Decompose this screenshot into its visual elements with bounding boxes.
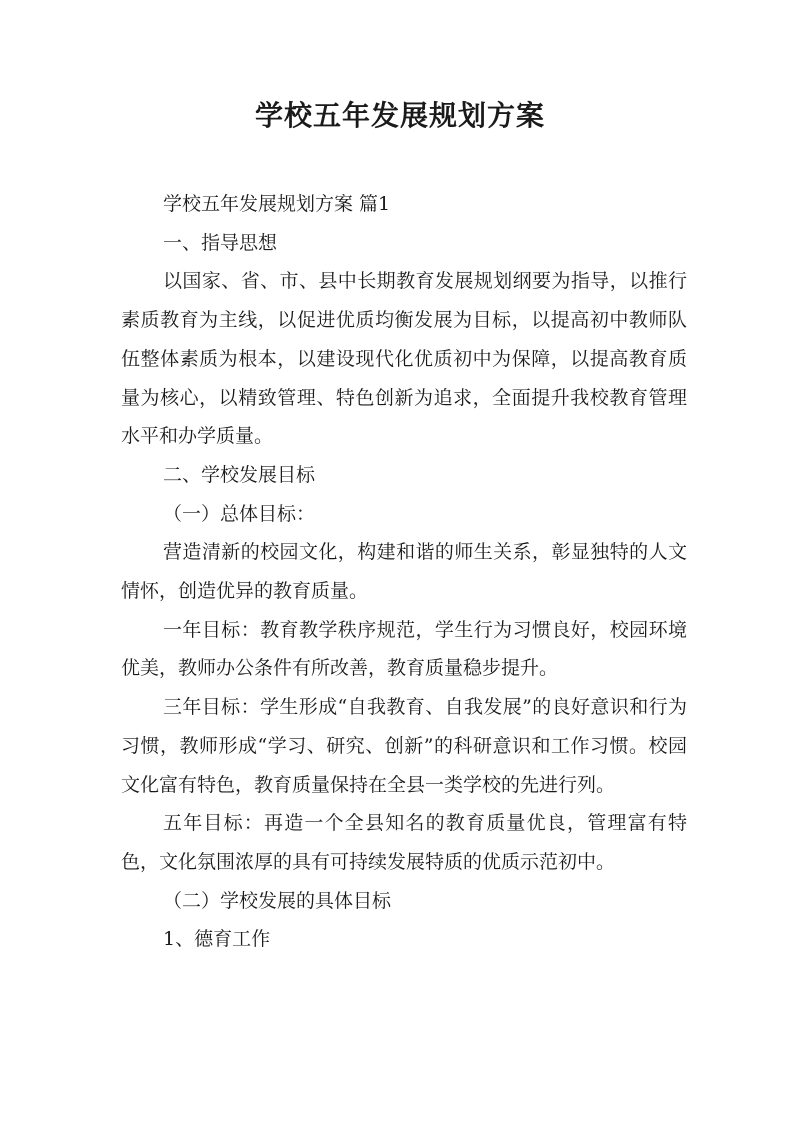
- paragraph: 五年目标：再造一个全县知名的教育质量优良，管理富有特色，文化氛围浓厚的具有可持续发展特质的优质示范初中。: [121, 812, 687, 873]
- section-heading: 学校五年发展规划方案 篇1: [163, 193, 391, 215]
- paragraph: 以国家、省、市、县中长期教育发展规划纲要为指导，以推行素质教育为主线，以促进优质均衡发展为目标，以提高初中教师队伍整体素质为根本，以建设现代化优质初中为保障，以提高教育质量为核心，以精致管理、特色创新为追求，全面提升我校教育管理水平和办学质量。: [121, 270, 687, 448]
- document-body: [121, 185, 687, 959]
- paragraph: 一年目标：教育教学秩序规范，学生行为习惯良好，校园环境优美，教师办公条件有所改善，教育质量稳步提升。: [121, 618, 687, 680]
- subsection-heading: （一）总体目标：: [163, 502, 316, 525]
- paragraph: 三年目标：学生形成“自我教育、自我发展”的良好意识和行为习惯，教师形成“学习、研究、创新”的科研意识和工作习惯。校园文化富有特色，教育质量保持在全县一类学校的先进行列。: [121, 696, 687, 796]
- section-heading: 二、学校发展目标: [163, 463, 316, 486]
- subsection-heading: 1、德育工作: [163, 928, 271, 951]
- section-heading: 一、指导思想: [163, 231, 278, 254]
- document-title: 学校五年发展规划方案: [254, 99, 545, 132]
- paragraph: 营造清新的校园文化，构建和谐的师生关系，彰显独特的人文情怀，创造优异的教育质量。: [121, 541, 687, 603]
- subsection-heading: （二）学校发展的具体目标: [163, 889, 392, 912]
